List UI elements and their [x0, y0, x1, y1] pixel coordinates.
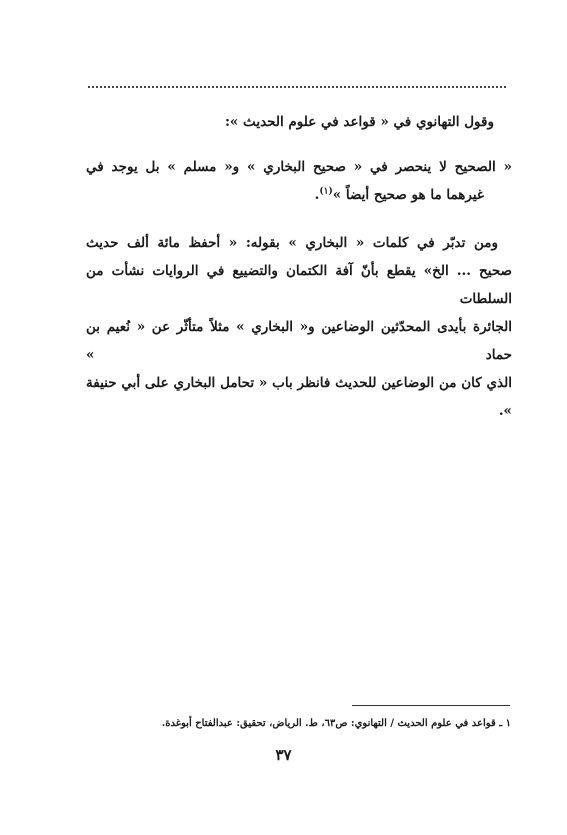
quote-line-2-text: غيرهما ما هو صحيح أيضاً »: [332, 187, 484, 203]
main-line-1: ومن تدبّر في كلمات « البخاري » بقوله: « أحفظ مائة ألف حديث: [86, 235, 498, 251]
main-paragraph: [86, 229, 512, 425]
quote-paragraph: [86, 153, 512, 209]
footnote-reference: (١): [319, 186, 333, 197]
quote-end-punctuation: .: [314, 187, 320, 203]
footnote-separator: [352, 705, 510, 706]
main-line-4: الذي كان من الوضاعين للحديث فانظر باب « تحامل البخاري على أبي حنيفة ».: [86, 375, 512, 419]
main-line-2: صحيح ... الخ» يقطع بأنّ آفة الكتمان والتضييع في الروايات نشأت من السلطات: [86, 263, 512, 307]
quote-line-1: « الصحيح لا ينحصر في « صحيح البخاري » و« مسلم » بل يوجد في: [86, 159, 512, 175]
quote-line-2: [86, 181, 484, 209]
intro-paragraph: وقول التهانوي في « قواعد في علوم الحديث »:: [224, 114, 494, 130]
page-body: [86, 108, 512, 425]
header-dotted-rule: [88, 86, 506, 88]
page-number: ٣٧: [275, 746, 292, 764]
main-line-3: الجائرة بأيدى المحدّثين الوضاعين و« البخاري » مثلاً متأثّر عن « نُعيم بن حماد »: [86, 319, 512, 363]
footnote: ١ ـ قواعد في علوم الحديث / التهانوي: ص٦٣، ط. الرياض، تحقيق: عبدالفتاح أبوغدة.: [161, 718, 511, 729]
